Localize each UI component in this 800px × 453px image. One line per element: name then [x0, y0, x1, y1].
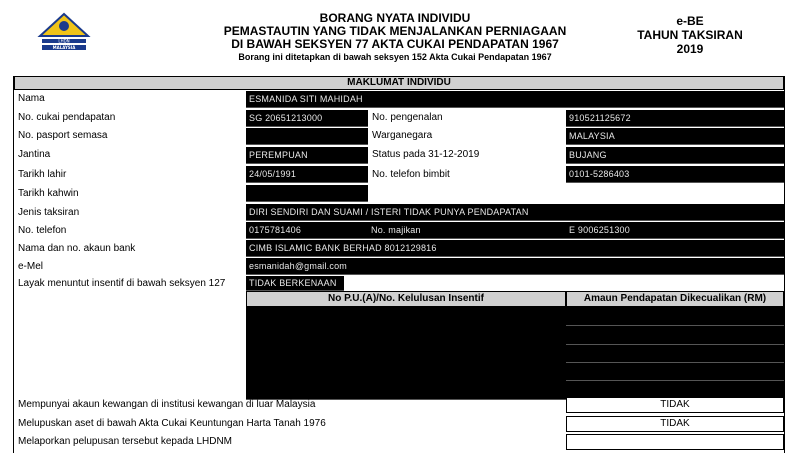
table-header-amaun: Amaun Pendapatan Dikecualikan (RM): [566, 291, 784, 307]
question-pelupusan-aset: Melupuskan aset di bawah Akta Cukai Keuntungan Harta Tanah 1976: [18, 418, 326, 429]
label-status: Status pada 31-12-2019: [372, 149, 480, 160]
form-title: BORANG NYATA INDIVIDU: [319, 11, 471, 25]
label-emel: e-Mel: [18, 261, 44, 272]
table-row[interactable]: [566, 363, 784, 381]
label-no-cukai: No. cukai pendapatan: [18, 112, 116, 123]
lhdn-logo: [36, 12, 92, 52]
label-nama-bank: Nama dan no. akaun bank: [18, 243, 136, 254]
assessment-year: 2019: [676, 42, 704, 56]
svg-text:LHDN: LHDN: [58, 38, 70, 44]
label-tarikh-kahwin: Tarikh kahwin: [18, 188, 79, 199]
label-insentif: Layak menuntut insentif di bawah seksyen 127: [18, 278, 226, 289]
field-tarikh-lahir[interactable]: 24/05/1991: [246, 166, 368, 183]
year-label: TAHUN TAKSIRAN: [637, 28, 743, 42]
answer-pelupusan-aset[interactable]: TIDAK: [566, 416, 784, 432]
field-no-majikan[interactable]: E 9006251300: [566, 222, 784, 239]
section-title: MAKLUMAT INDIVIDU: [14, 76, 784, 90]
field-jenis-taksiran[interactable]: DIRI SENDIRI DAN SUAMI / ISTERI TIDAK PUNYA PENDAPATAN: [246, 204, 784, 221]
label-nama: Nama: [18, 93, 45, 104]
label-warganegara: Warganegara: [372, 130, 433, 141]
form-subtitle-2: DI BAWAH SEKSYEN 77 AKTA CUKAI PENDAPATAN 1967: [231, 37, 559, 51]
field-insentif[interactable]: TIDAK BERKENAAN: [246, 276, 344, 291]
label-no-pengenalan: No. pengenalan: [372, 112, 443, 123]
table-header-pu: No P.U.(A)/No. Kelulusan Insentif: [246, 291, 566, 307]
question-akaun-luar: Mempunyai akaun kewangan di institusi kewangan di luar Malaysia: [18, 399, 316, 410]
label-jenis-taksiran: Jenis taksiran: [18, 207, 80, 218]
form-subtitle-3: Borang ini ditetapkan di bawah seksyen 152 Akta Cukai Pendapatan 1967: [238, 52, 552, 62]
label-tarikh-lahir: Tarikh lahir: [18, 169, 67, 180]
label-no-majikan: No. majikan: [368, 222, 566, 239]
answer-akaun-luar[interactable]: TIDAK: [566, 397, 784, 413]
svg-text:MALAYSIA: MALAYSIA: [52, 45, 76, 50]
form-code: e-BE: [676, 14, 704, 28]
field-no-telefon-bimbit[interactable]: 0101-5286403: [566, 166, 784, 183]
question-lapor-lhdnm: Melaporkan pelupusan tersebut kepada LHDNM: [18, 436, 233, 447]
field-warganegara[interactable]: MALAYSIA: [566, 128, 784, 145]
table-row[interactable]: [566, 345, 784, 363]
label-jantina: Jantina: [18, 149, 51, 160]
field-tarikh-kahwin[interactable]: [246, 185, 368, 202]
table-col-pu[interactable]: [246, 307, 566, 400]
field-no-pengenalan[interactable]: 910521125672: [566, 110, 784, 127]
form-subtitle-1: PEMASTAUTIN YANG TIDAK MENJALANKAN PERNIAGAAN: [223, 24, 567, 38]
label-no-telefon-bimbit: No. telefon bimbit: [372, 169, 450, 180]
field-jantina[interactable]: PEREMPUAN: [246, 147, 368, 164]
field-no-pasport[interactable]: [246, 128, 368, 145]
field-nama[interactable]: ESMANIDA SITI MAHIDAH: [246, 91, 784, 108]
individual-info-form: [13, 76, 785, 453]
answer-lapor-lhdnm[interactable]: [566, 434, 784, 450]
form-code-block: [620, 14, 760, 56]
field-no-telefon[interactable]: 0175781406: [246, 222, 368, 239]
label-no-telefon: No. telefon: [18, 225, 67, 236]
table-row[interactable]: [566, 326, 784, 345]
field-nama-bank[interactable]: CIMB ISLAMIC BANK BERHAD 8012129816: [246, 240, 784, 257]
form-header: [200, 12, 590, 63]
label-no-pasport: No. pasport semasa: [18, 130, 108, 141]
field-emel[interactable]: esmanidah@gmail.com: [246, 258, 784, 275]
field-no-cukai[interactable]: SG 20651213000: [246, 110, 368, 127]
field-status[interactable]: BUJANG: [566, 147, 784, 164]
table-row[interactable]: [566, 307, 784, 326]
